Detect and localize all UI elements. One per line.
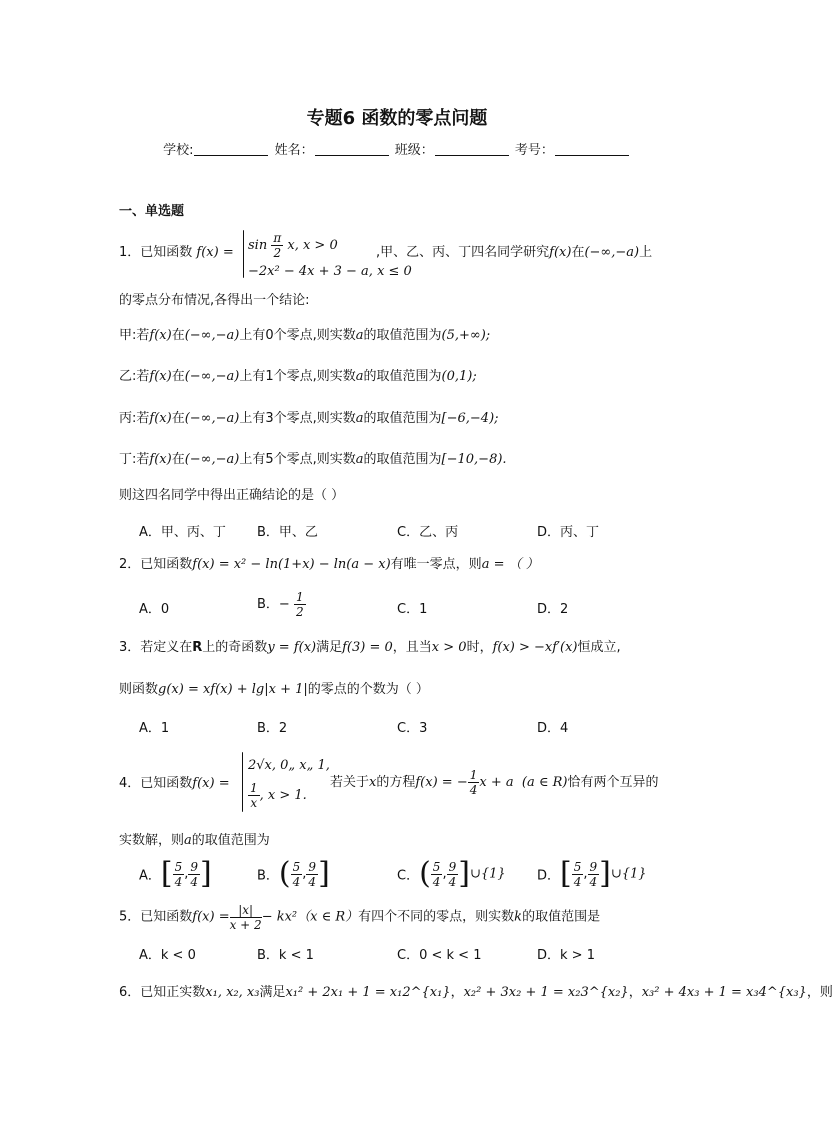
q6-prefix: 6．已知正实数: [119, 985, 206, 1000]
bing-range: [−6,−4);: [441, 411, 499, 426]
q1-pi: π: [273, 231, 282, 245]
q4-b-frac1: [291, 860, 303, 889]
q4-c-left-bracket: (: [419, 856, 431, 891]
q1-case1-sin: sin: [248, 238, 268, 253]
q4-option-a[interactable]: [139, 856, 212, 891]
q4-d-label: D．: [537, 868, 561, 884]
number-label: 考号：: [514, 143, 554, 158]
q4-c-frac1: [431, 860, 443, 889]
yi-interval: (−∞,−a): [184, 369, 240, 384]
q4-d-comma: ,: [583, 866, 588, 882]
q4-c-n2: 9: [448, 859, 457, 874]
q1-case1-rest: x, x > 0: [287, 238, 338, 253]
q1-interval: (−∞,−a): [584, 245, 640, 260]
q3-option-b[interactable]: B．2: [257, 721, 288, 736]
q5-option-c[interactable]: C．0 < k < 1: [397, 948, 482, 963]
q4-x: x: [369, 775, 377, 790]
q1-claim-ding: [119, 451, 507, 469]
section-heading: 一、单选题: [119, 204, 185, 219]
jia-range: (5,+∞);: [441, 328, 491, 343]
q4-d-n2: 9: [589, 859, 598, 874]
q4-b-n1: 5: [292, 859, 301, 874]
q2-b-num: 1: [295, 590, 304, 604]
q4-c-right-bracket: ]: [458, 856, 470, 891]
yi-on: 在: [171, 369, 185, 384]
q4-case1-expr: 2√x, 0„ x„ 1,: [248, 758, 330, 773]
q5-stem: [119, 903, 600, 932]
jia-mid: 上有0个零点,则实数: [239, 328, 356, 343]
q4-c-n1: 5: [432, 859, 441, 874]
q4-d-frac2: [588, 860, 600, 889]
ding-on: 在: [171, 452, 185, 467]
q4-mid2: 的方程: [376, 775, 416, 790]
q5-option-d[interactable]: D．k > 1: [537, 948, 595, 963]
q6-e2: x₂² + 3x₂ + 1 = x₂3^{x₂}: [463, 985, 629, 1000]
q3-e3: x > 0: [431, 640, 467, 655]
ding-prefix: 丁:若: [119, 452, 150, 467]
jia-range-label: 的取值范围为: [363, 328, 442, 343]
q6-vars: x₁, x₂, x₃: [205, 985, 260, 1000]
school-blank[interactable]: [194, 143, 268, 156]
q3-line2: [119, 681, 429, 699]
q4-mid: 若关于: [330, 775, 370, 790]
bing-interval: (−∞,−a): [184, 411, 240, 426]
number-blank[interactable]: [555, 143, 629, 156]
q3-R: R: [192, 640, 203, 655]
q4-case2-den: x: [250, 796, 258, 810]
q1-option-d[interactable]: D．丙、丁: [537, 525, 600, 540]
q2-stem: [119, 556, 539, 574]
jia-a: a: [355, 328, 364, 343]
q4-case2: [248, 781, 307, 810]
q5-cond: （x ∈ R）: [297, 909, 359, 925]
q1-option-c[interactable]: C．乙、丙: [397, 525, 459, 540]
q3-h: 的零点的个数为（ ）: [307, 682, 429, 697]
ding-interval: (−∞,−a): [184, 452, 240, 467]
q1-line2: 的零点分布情况,各得出一个结论:: [119, 293, 310, 308]
q4-a-n2: 9: [190, 859, 199, 874]
q5-num: |x|: [230, 903, 262, 918]
q4-line2: [119, 832, 270, 850]
q4-b-frac2: [306, 860, 318, 889]
yi-fx: f(x): [149, 369, 172, 384]
q4-a: a: [184, 833, 192, 848]
jia-fx: f(x): [149, 328, 172, 343]
q5-den: x + 2: [229, 918, 262, 932]
q5-option-b[interactable]: B．k < 1: [257, 948, 314, 963]
q3-e5: g(x) = xf(x) + lg|x + 1|: [158, 682, 308, 697]
q4-option-c[interactable]: [397, 856, 506, 891]
q4-d-union: ∪{1}: [610, 866, 647, 882]
bing-on: 在: [171, 411, 185, 426]
q4-eq-a: f(x) = −: [415, 775, 468, 790]
q6-stem: [119, 984, 833, 1002]
ding-a: a: [355, 452, 364, 467]
q4-d-left-bracket: [: [560, 856, 572, 891]
q1-two: 2: [273, 246, 282, 260]
class-label: 班级：: [394, 143, 434, 158]
q4-c-union: ∪{1}: [469, 866, 506, 882]
q3-c: 满足: [316, 640, 343, 655]
q4-eq-fraction: [468, 768, 480, 797]
q1-claim-bing: [119, 410, 499, 428]
q4-option-d[interactable]: [537, 856, 647, 891]
q6-sep2: ，: [628, 985, 642, 1000]
q2-option-b[interactable]: [257, 590, 306, 619]
q4-function: f(x) =: [192, 776, 230, 791]
q4-option-b[interactable]: [257, 856, 330, 891]
q4-b-n2: 9: [308, 859, 317, 874]
q3-d: ，且当: [392, 640, 432, 655]
q6-e3: x₃² + 4x₃ + 1 = x₃4^{x₃}: [641, 985, 807, 1000]
q3-a: 3．若定义在: [119, 640, 193, 655]
q2-b-den: 2: [295, 605, 304, 619]
q2-ask: a = （ ）: [481, 557, 539, 572]
student-info-line: [0, 139, 794, 158]
ding-range-label: 的取值范围为: [363, 452, 442, 467]
yi-mid: 上有1个零点,则实数: [239, 369, 356, 384]
q1-claim-jia: [119, 327, 490, 345]
q4-cond: (a ∈ R): [521, 775, 568, 790]
q1-fx: f(x): [549, 245, 572, 260]
q2-option-a[interactable]: A．0: [139, 602, 170, 617]
q2-option-c[interactable]: C．1: [397, 602, 428, 617]
q4-end: 恰有两个互异的: [567, 775, 659, 790]
q2-suffix: 有唯一零点，则: [390, 557, 482, 572]
q6-end: ，则: [806, 985, 833, 1000]
q2-option-b-label: B．−: [257, 597, 290, 612]
q3-f: 恒成立,: [577, 640, 621, 655]
q4-d-d2: 4: [589, 874, 598, 889]
q1-end: 上: [639, 245, 653, 260]
q5-rest: − kx²: [261, 909, 298, 925]
page-title: 专题6 函数的零点问题: [306, 108, 488, 129]
q5-k: k: [514, 909, 523, 925]
school-label: 学校:: [163, 143, 194, 158]
q2-expr: f(x) = x² − ln(1+x) − ln(a − x): [192, 557, 391, 572]
q4-a-frac1: [173, 860, 185, 889]
q2-option-b-fraction: [294, 590, 306, 619]
q4-a-d2: 4: [190, 874, 199, 889]
q1-line1-suffix: [376, 244, 652, 262]
q4-line1-rest: [330, 768, 658, 797]
q4-brace: [242, 752, 243, 812]
q4-a-left-bracket: [: [160, 856, 173, 891]
q4-a-d1: 4: [174, 874, 183, 889]
q4-c-frac2: [447, 860, 459, 889]
q6-sep1: ，: [450, 985, 464, 1000]
q5-option-a[interactable]: A．k < 0: [139, 948, 196, 963]
q1-on: 在: [571, 245, 585, 260]
q4-eq-b: x + a: [479, 775, 514, 790]
q3-e4: f(x) > −xf′(x): [492, 640, 578, 655]
q4-a-frac2: [188, 860, 200, 889]
yi-prefix: 乙:若: [119, 369, 150, 384]
q1-claim-yi: [119, 368, 477, 386]
q2-option-d[interactable]: D．2: [537, 602, 569, 617]
q4-d-right-bracket: ]: [599, 856, 611, 891]
bing-prefix: 丙:若: [119, 411, 150, 426]
q4-d-frac1: [572, 860, 584, 889]
q5-suffix: 有四个不同的零点，则实数: [358, 909, 515, 925]
q4-eq-num: 1: [469, 768, 478, 782]
q4-c-label: C．: [397, 868, 420, 884]
q6-mid: 满足: [259, 985, 286, 1000]
q4-b-d1: 4: [292, 874, 301, 889]
q2-prefix: 2．已知函数: [119, 557, 193, 572]
yi-range-label: 的取值范围为: [363, 369, 442, 384]
q4-d-n1: 5: [573, 859, 582, 874]
q5-end: 的取值范围是: [522, 909, 601, 925]
q4-c-comma: ,: [442, 866, 447, 882]
q4-case2-num: 1: [250, 781, 258, 795]
yi-a: a: [355, 369, 364, 384]
q1-prefix: 1．已知函数: [119, 245, 193, 260]
q1-case2: [248, 263, 412, 281]
q4-eq-den: 4: [469, 783, 478, 797]
q1-option-b[interactable]: B．甲、乙: [257, 525, 318, 540]
q6-e1: x₁² + 2x₁ + 1 = x₁2^{x₁}: [285, 985, 451, 1000]
q3-option-c[interactable]: C．3: [397, 721, 428, 736]
q5-fraction: [230, 903, 262, 932]
ding-range: [−10,−8).: [441, 452, 507, 467]
yi-range: (0,1);: [441, 369, 477, 384]
q4-b-label: B．: [257, 868, 279, 884]
q1-line1: [119, 244, 234, 262]
q3-e2: f(3) = 0: [342, 640, 393, 655]
q1-brace: [243, 230, 244, 278]
q4-prefix: 4．已知函数: [119, 776, 193, 791]
ding-fx: f(x): [149, 452, 172, 467]
jia-prefix: 甲:若: [119, 328, 150, 343]
q1-case1-fraction: [271, 231, 283, 260]
bing-mid: 上有3个零点,则实数: [239, 411, 356, 426]
jia-interval: (−∞,−a): [184, 328, 240, 343]
q4-prefix-line: [119, 775, 230, 793]
q4-c-d1: 4: [432, 874, 441, 889]
q3-option-d[interactable]: D．4: [537, 721, 569, 736]
class-blank[interactable]: [435, 143, 509, 156]
name-label: 姓名：: [274, 143, 314, 158]
q5-prefix: 5．已知函数: [119, 909, 193, 925]
q1-question: 则这四名同学中得出正确结论的是（ ）: [119, 488, 345, 503]
q1-function: f(x) =: [196, 245, 234, 260]
q3-e1: y = f(x): [267, 640, 317, 655]
ding-mid: 上有5个零点,则实数: [239, 452, 356, 467]
q3-g: 则函数: [119, 682, 159, 697]
bing-a: a: [355, 411, 364, 426]
jia-on: 在: [171, 328, 185, 343]
q3-option-a[interactable]: A．1: [139, 721, 170, 736]
q4-d-d1: 4: [573, 874, 582, 889]
name-blank[interactable]: [315, 143, 389, 156]
bing-fx: f(x): [149, 411, 172, 426]
q4-case2-rest: , x > 1.: [259, 788, 307, 803]
q4-a-n1: 5: [174, 859, 183, 874]
q1-case2-expr: −2x² − 4x + 3 − a, x ≤ 0: [248, 264, 412, 279]
bing-range-label: 的取值范围为: [363, 411, 442, 426]
q4-a-right-bracket: ]: [200, 856, 212, 891]
q4-b-right-bracket: ]: [318, 856, 330, 891]
q4-case1: [248, 757, 330, 775]
q3-e: 时，: [466, 640, 493, 655]
q5-function: f(x) =: [192, 909, 230, 925]
q4-case2-fraction: [248, 781, 260, 810]
q1-suffix: ,甲、乙、丙、丁四名同学研究: [376, 245, 550, 260]
q1-case1: [248, 231, 338, 260]
q4-a-label: A．: [139, 868, 161, 884]
q3-line1: [119, 639, 621, 657]
q4-c-d2: 4: [448, 874, 457, 889]
q3-b: 上的奇函数: [202, 640, 268, 655]
q4-b-d2: 4: [308, 874, 317, 889]
q4-b-left-bracket: (: [278, 856, 291, 891]
q4-b-comma: ,: [302, 866, 307, 882]
q1-option-a[interactable]: A．甲、丙、丁: [139, 525, 226, 540]
q4-a-comma: ,: [184, 866, 189, 882]
q4-line2b: 的取值范围为: [191, 833, 270, 848]
q4-line2a: 实数解，则: [119, 833, 185, 848]
